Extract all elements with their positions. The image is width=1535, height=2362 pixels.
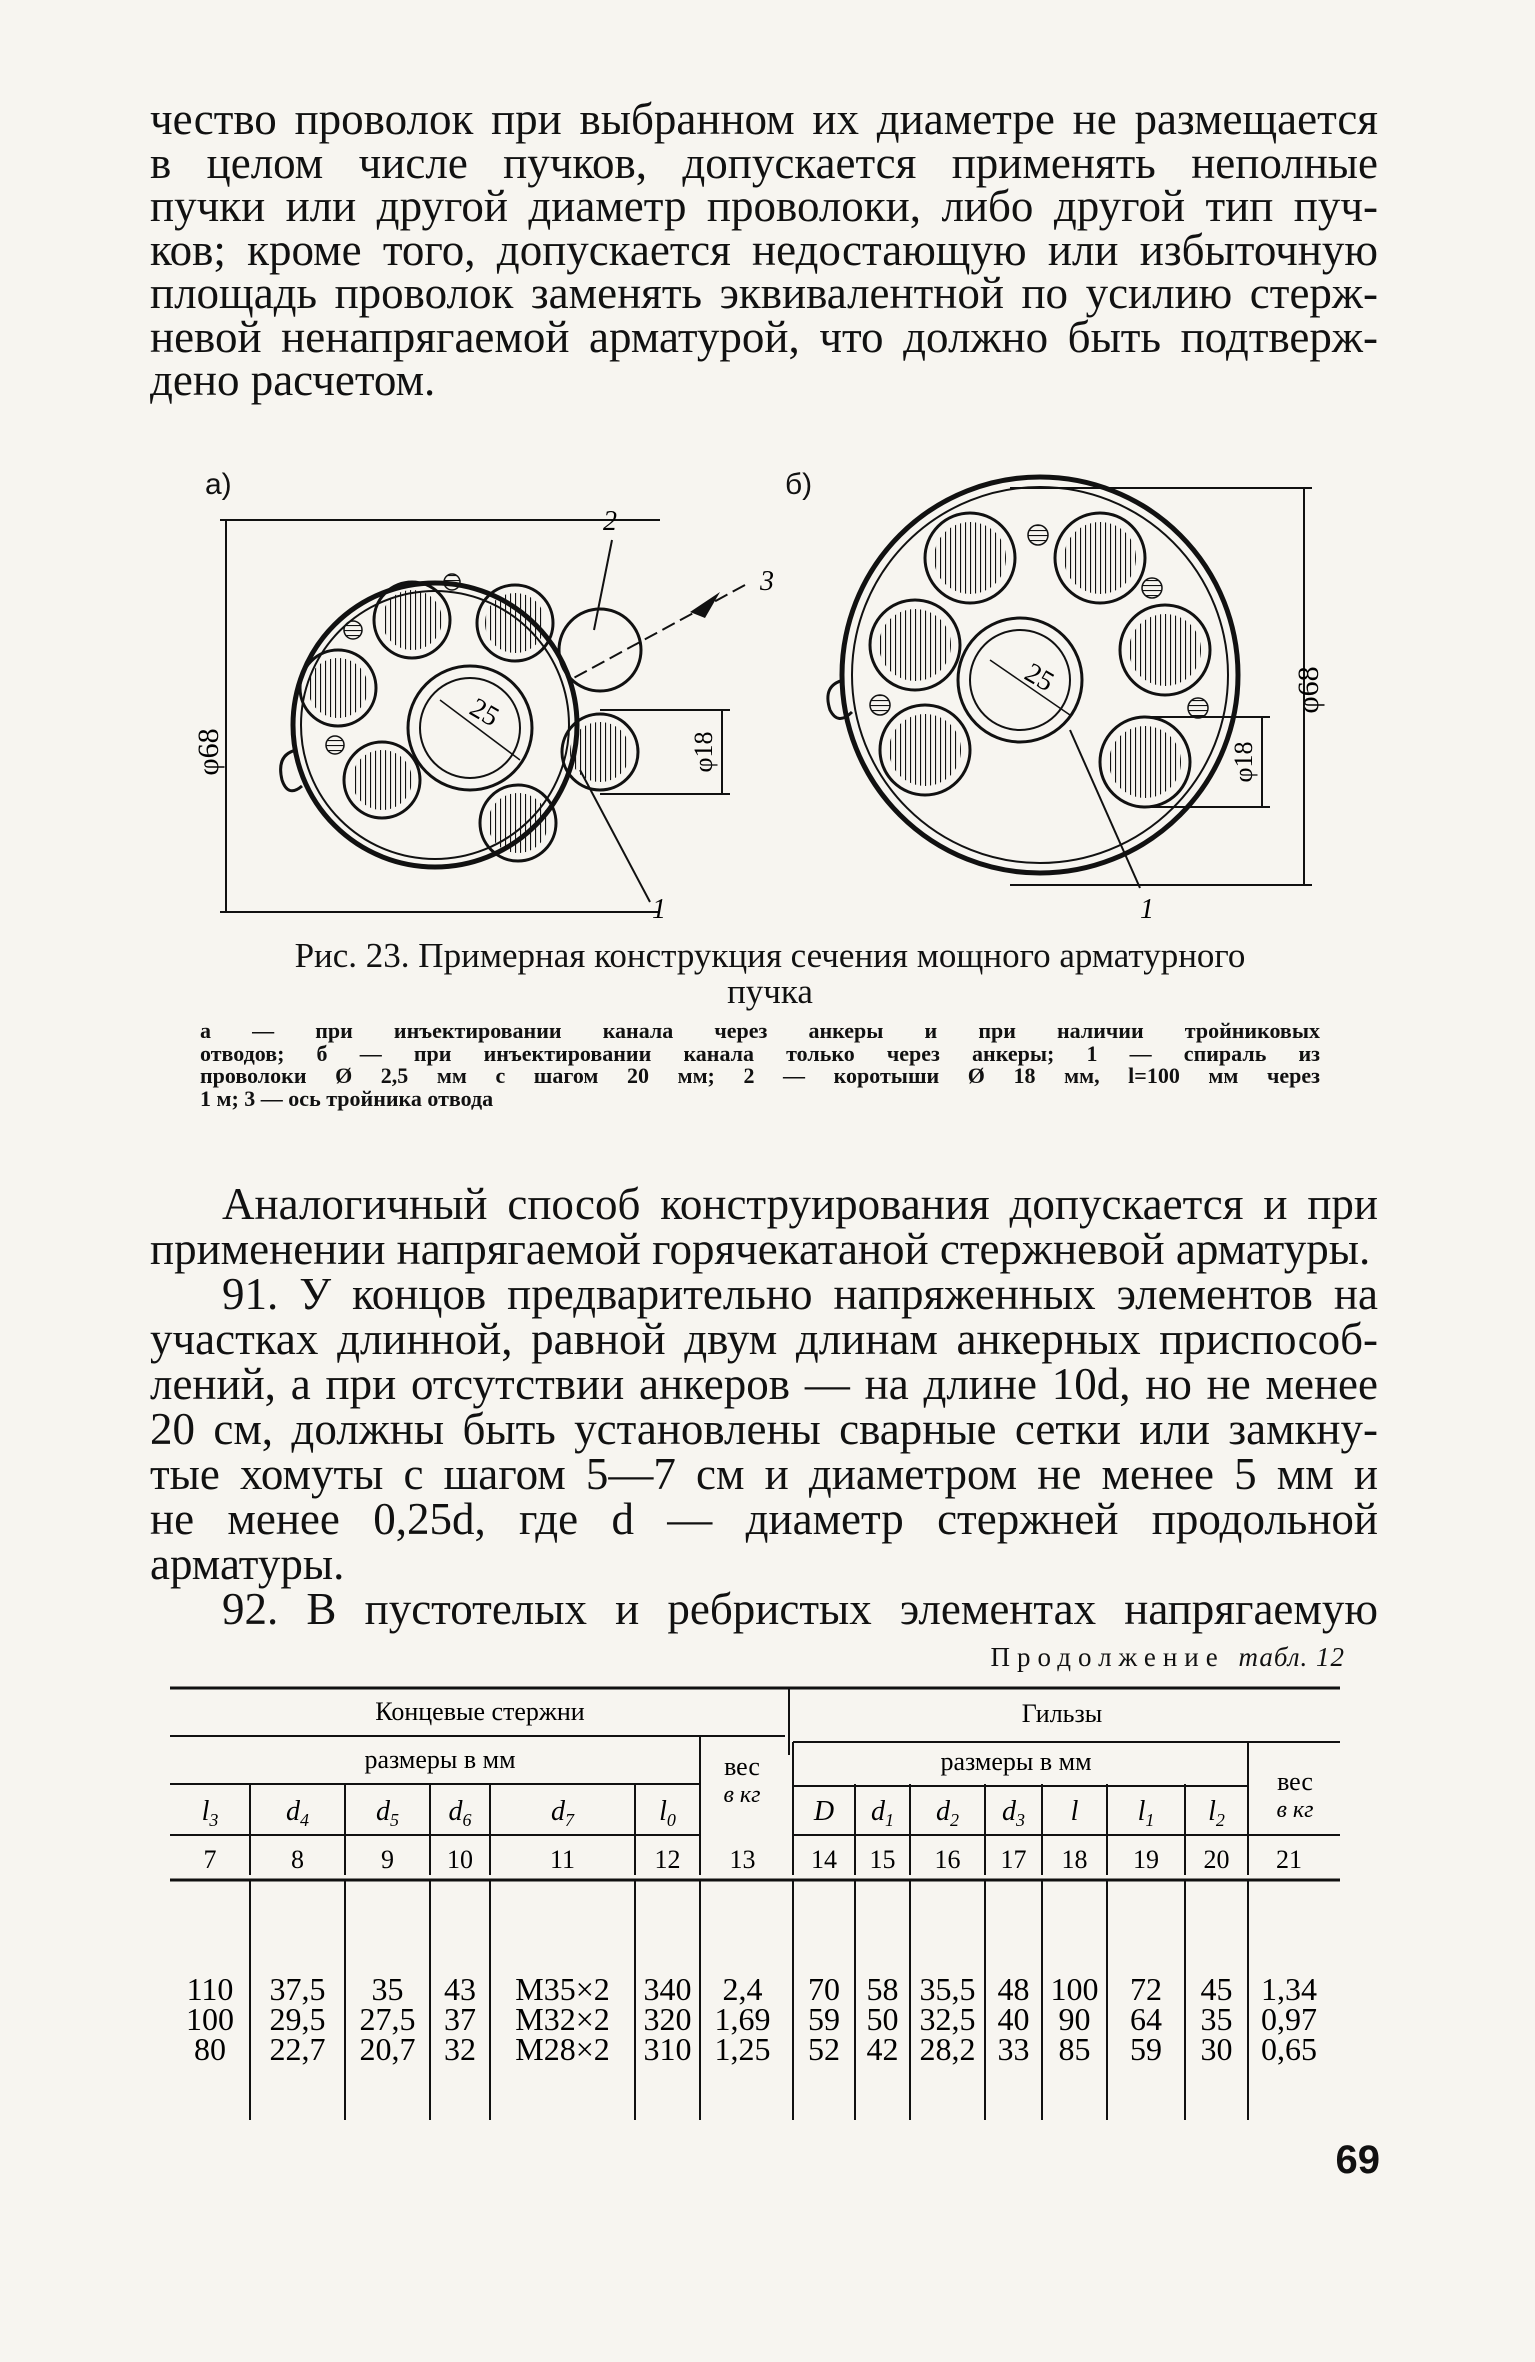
data-table bbox=[0, 1680, 1535, 2120]
table-caption bbox=[990, 1642, 1345, 1673]
table-cell: 32,5 bbox=[919, 2001, 976, 2037]
b-callout-1: 1 bbox=[1140, 894, 1154, 925]
column-symbol: l bbox=[1070, 1796, 1079, 1827]
group-header-end-rods: Концевые стержни bbox=[375, 1697, 585, 1726]
weight-header-2: вес bbox=[1277, 1767, 1313, 1796]
figure-label-a: а) bbox=[205, 468, 232, 501]
table-cell: 27,5 bbox=[359, 2001, 416, 2037]
column-number: 9 bbox=[381, 1845, 394, 1874]
column-number: 11 bbox=[549, 1845, 576, 1874]
table-cell: 2,4 bbox=[722, 1971, 763, 2007]
text-line: участках длинной, равной двум длинам анкерных приспособ- bbox=[150, 1314, 1378, 1364]
figure-label-b: б) bbox=[785, 468, 813, 501]
table-cell: 52 bbox=[808, 2031, 840, 2067]
table-cell: 90 bbox=[1058, 2001, 1091, 2037]
column-number: 15 bbox=[869, 1845, 896, 1874]
text-line: в целом числе пучков, допускается применять неполные bbox=[150, 137, 1378, 188]
table-cell: 64 bbox=[1130, 2001, 1162, 2037]
table-cell: 40 bbox=[997, 2001, 1030, 2037]
text-line: дено расчетом. bbox=[150, 355, 436, 405]
column-number: 7 bbox=[203, 1845, 217, 1874]
table-caption-prefix: Продолжение bbox=[990, 1642, 1225, 1672]
a-dim-outer: φ68 bbox=[192, 728, 225, 776]
table-cell: 310 bbox=[643, 2031, 692, 2067]
table-cell: 37,5 bbox=[269, 1971, 326, 2007]
intro-paragraph bbox=[150, 94, 1378, 405]
table-cell: 0,97 bbox=[1261, 2001, 1317, 2037]
column-number: 10 bbox=[447, 1845, 473, 1874]
a-callout-1: 1 bbox=[652, 894, 666, 925]
column-symbol: D bbox=[813, 1796, 835, 1827]
table-cell: 28,2 bbox=[919, 2031, 976, 2067]
table-cell: 1,25 bbox=[714, 2031, 771, 2067]
column-number: 18 bbox=[1061, 1845, 1088, 1874]
weight-header-1-unit: в кг bbox=[723, 1782, 761, 1808]
text-line: пучки или другой диаметр проволоки, либо другой тип пуч- bbox=[150, 181, 1378, 231]
weight-header-2-unit: в кг bbox=[1276, 1797, 1314, 1823]
table-cell: 70 bbox=[808, 1971, 840, 2007]
text-line: лений, а при отсутствии анкеров — на длине 10d, но не менее bbox=[150, 1359, 1378, 1409]
text-line: 91. У концов предварительно напряженных элементов на bbox=[222, 1269, 1378, 1319]
table-cell: 58 bbox=[866, 1971, 899, 2007]
text-line: применении напрягаемой горячекатаной стержневой арматуры. bbox=[150, 1224, 1371, 1274]
column-symbol: $l_3$ bbox=[201, 1796, 219, 1830]
a-dim-bundle: φ18 bbox=[689, 731, 718, 773]
text-line: ков; кроме того, допускается недостающую или избыточную bbox=[150, 224, 1378, 275]
subheader-sizes-2: размеры в мм bbox=[940, 1747, 1092, 1776]
table-cell: 1,69 bbox=[714, 2001, 771, 2037]
legend-line: отводов; б — при инъектировании канала только через анкеры; 1 — спираль из bbox=[200, 1040, 1320, 1066]
column-symbol: $d_3$ bbox=[1002, 1796, 1025, 1830]
text-line: невой ненапрягаемой арматурой, что должно быть подтверж- bbox=[150, 311, 1378, 362]
table-cell: 42 bbox=[866, 2031, 899, 2067]
b-dim-outer: φ68 bbox=[1292, 666, 1325, 714]
column-number: 21 bbox=[1276, 1845, 1302, 1874]
caption-title-line1: Рис. 23. Примерная конструкция сечения мощного арматурного bbox=[294, 936, 1246, 975]
column-number: 19 bbox=[1133, 1845, 1159, 1874]
text-line: чество проволок при выбранном их диаметре не размещается bbox=[150, 94, 1378, 144]
column-number: 8 bbox=[291, 1845, 304, 1874]
table-cell: 50 bbox=[866, 2001, 899, 2037]
table-cell: 35 bbox=[371, 1971, 404, 2007]
table-cell: 20,7 bbox=[359, 2031, 416, 2067]
table-cell: 100 bbox=[186, 2001, 234, 2037]
legend-line: а — при инъектировании канала через анкеры и при наличии тройниковых bbox=[200, 1018, 1320, 1043]
text-line: тые хомуты с шагом 5—7 см и диаметром не менее 5 мм и bbox=[150, 1449, 1378, 1499]
column-symbol: $l_0$ bbox=[659, 1796, 676, 1830]
b-dim-inner: 25 bbox=[1019, 657, 1060, 699]
column-symbol: $l_1$ bbox=[1137, 1796, 1155, 1830]
table-cell: М28×2 bbox=[515, 2031, 610, 2067]
table-cell: 72 bbox=[1130, 1971, 1162, 2007]
text-line: 20 см, должны быть установлены сварные сетки или замкну- bbox=[150, 1404, 1378, 1454]
table-cell: 35,5 bbox=[919, 1971, 976, 2007]
table-cell: 22,7 bbox=[269, 2031, 326, 2067]
b-dim-bundle: φ18 bbox=[1229, 741, 1258, 783]
body-paragraphs bbox=[150, 1179, 1378, 1634]
page-number: 69 bbox=[1335, 2138, 1380, 2182]
table-cell: 35 bbox=[1200, 2001, 1233, 2037]
table-cell: 33 bbox=[997, 2031, 1030, 2067]
table-cell: 110 bbox=[186, 1971, 234, 2007]
table-cell: 29,5 bbox=[269, 2001, 326, 2037]
table-cell: 32 bbox=[444, 2031, 476, 2067]
table-cell: 43 bbox=[444, 1971, 476, 2007]
column-symbol: $d_7$ bbox=[551, 1796, 574, 1830]
section-b bbox=[828, 477, 1325, 925]
table-cell: 59 bbox=[808, 2001, 840, 2037]
column-symbol: $l_2$ bbox=[1208, 1796, 1225, 1830]
table-cell: 45 bbox=[1200, 1971, 1233, 2007]
table-cell: 0,65 bbox=[1261, 2031, 1317, 2067]
table-cell: 340 bbox=[643, 1971, 692, 2007]
column-number: 13 bbox=[729, 1845, 756, 1874]
table-cell: 80 bbox=[194, 2031, 226, 2067]
text-line: не менее 0,25d, где d — диаметр стержней продольной bbox=[150, 1494, 1378, 1544]
text-line: Аналогичный способ конструирования допускается и при bbox=[222, 1179, 1378, 1229]
text-line: 92. В пустотелых и ребристых элементах напрягаемую bbox=[222, 1584, 1378, 1634]
text-line: арматуры. bbox=[150, 1539, 345, 1589]
cross-section-figure bbox=[0, 440, 1535, 940]
column-symbol: $d_2$ bbox=[936, 1796, 959, 1830]
table-cell: 100 bbox=[1050, 1971, 1099, 2007]
a-callout-3: 3 bbox=[760, 566, 774, 597]
table-cell: 85 bbox=[1058, 2031, 1091, 2067]
table-cell: М32×2 bbox=[515, 2001, 610, 2037]
a-callout-2: 2 bbox=[603, 506, 617, 537]
legend-line: проволоки Ø 2,5 мм с шагом 20 мм; 2 — коротыши Ø 18 мм, l=100 мм через bbox=[200, 1063, 1320, 1088]
column-symbol: $d_6$ bbox=[448, 1796, 472, 1830]
a-dim-inner: 25 bbox=[464, 692, 505, 734]
column-symbol: $d_5$ bbox=[376, 1796, 399, 1830]
table-cell: 37 bbox=[444, 2001, 476, 2037]
caption-title-line2: пучка bbox=[727, 972, 813, 1011]
column-symbol: $d_4$ bbox=[286, 1796, 309, 1830]
table-cell: 1,34 bbox=[1261, 1971, 1317, 2007]
section-a bbox=[192, 506, 774, 925]
table-cell: М35×2 bbox=[515, 1971, 610, 2007]
table-cell: 48 bbox=[997, 1971, 1030, 2007]
column-number: 14 bbox=[811, 1845, 837, 1874]
figure-caption bbox=[190, 938, 1350, 1010]
table-cell: 320 bbox=[643, 2001, 692, 2037]
text-line: площадь проволок заменять эквивалентной по усилию стерж- bbox=[150, 268, 1378, 318]
group-header-sleeves: Гильзы bbox=[1021, 1699, 1103, 1728]
table-caption-suffix: табл. 12 bbox=[1238, 1642, 1345, 1672]
subheader-sizes-1: размеры в мм bbox=[364, 1745, 516, 1774]
legend-line: 1 м; 3 — ось тройника отвода bbox=[200, 1085, 494, 1111]
weight-header-1: вес bbox=[724, 1752, 760, 1781]
column-symbol: $d_1$ bbox=[871, 1796, 894, 1830]
table-cell: 30 bbox=[1200, 2031, 1233, 2067]
column-number: 20 bbox=[1203, 1845, 1230, 1874]
column-number: 17 bbox=[1000, 1845, 1027, 1874]
table-cell: 59 bbox=[1130, 2031, 1162, 2067]
column-number: 12 bbox=[654, 1845, 681, 1874]
column-number: 16 bbox=[934, 1845, 961, 1874]
figure-legend bbox=[200, 1020, 1320, 1110]
